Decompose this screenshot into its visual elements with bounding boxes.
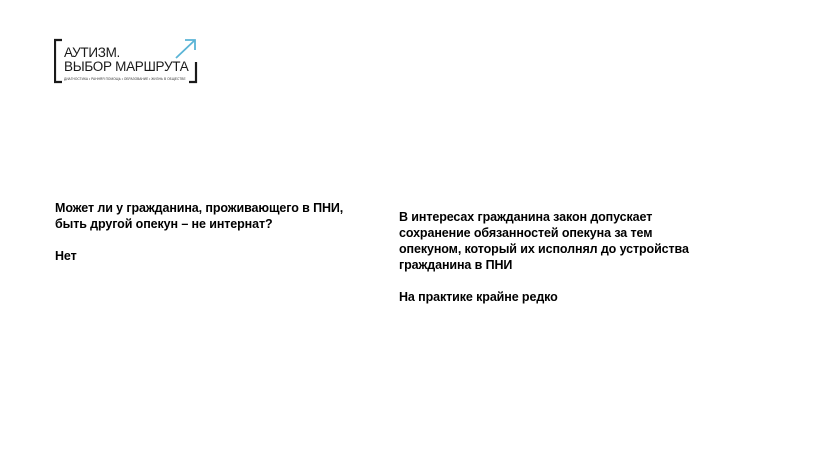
answer-text: Нет [55,249,77,263]
question-block [55,200,375,264]
question-line2: быть другой опекун – не интернат? [55,217,273,231]
explanation-line2: сохранение обязанностей опекуна за тем [399,226,653,240]
explanation-line1: В интересах гражданина закон допускает [399,210,653,224]
practice-text: На практике крайне редко [399,290,558,304]
explanation-block [399,209,729,305]
logo [54,38,198,84]
arrow-icon [176,40,195,58]
logo-title-line1: АУТИЗМ. [64,45,120,60]
explanation-line3: опекуном, который их исполнял до устройства [399,242,689,256]
explanation-line4: гражданина в ПНИ [399,258,513,272]
logo-tagline: ДИАГНОСТИКА • РАННЯЯ ПОМОЩЬ • ОБРАЗОВАНИЕ • ЖИЗНЬ В ОБЩЕСТВЕ [64,77,186,81]
logo-title-line2: ВЫБОР МАРШРУТА [64,59,189,74]
question-line1: Может ли у гражданина, проживающего в ПНИ, [55,201,344,215]
